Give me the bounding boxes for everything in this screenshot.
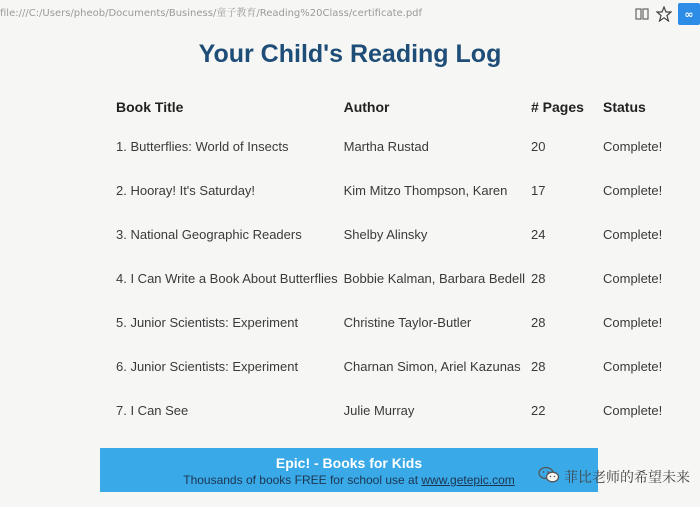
banner-subtitle [100,472,598,488]
book-title-cell: 1. Butterflies: World of Insects [116,138,289,154]
status-cell: Complete! [603,358,663,374]
banner-link[interactable]: www.getepic.com [421,473,515,487]
table-row [110,256,677,300]
author-cell: Charnan Simon, Ariel Kazunas [343,358,521,374]
epic-banner [100,448,598,492]
author-cell: Martha Rustad [343,138,429,154]
pages-cell: 28 [531,358,546,374]
author-cell: Bobbie Kalman, Barbara Bedell [343,270,525,286]
book-title-cell: 6. Junior Scientists: Experiment [116,358,299,374]
book-title-cell: 7. I Can See [116,402,189,418]
book-icon[interactable] [634,6,650,22]
status-cell: Complete! [603,182,663,198]
column-header-book-title: Book Title [116,99,184,115]
status-cell: Complete! [603,270,663,286]
book-title-cell: 3. National Geographic Readers [116,226,302,242]
page-title: Your Child's Reading Log [198,40,502,68]
watermark [538,466,690,488]
table-row [110,212,677,256]
extension-icon[interactable]: ∞ [678,3,700,25]
column-header-status: Status [603,99,646,115]
status-cell: Complete! [603,314,663,330]
author-cell: Christine Taylor-Butler [343,314,472,330]
book-title-cell: 4. I Can Write a Book About Butterflies [116,270,338,286]
pages-cell: 17 [531,182,546,198]
status-cell: Complete! [603,402,663,418]
pages-cell: 28 [531,314,546,330]
book-title-cell: 2. Hooray! It's Saturday! [116,182,256,198]
banner-subtitle-text: Thousands of books FREE for school use at [183,473,419,487]
column-header-pages: # Pages [531,99,584,115]
book-title-cell: 5. Junior Scientists: Experiment [116,314,299,330]
author-cell: Kim Mitzo Thompson, Karen [343,182,508,198]
pages-cell: 24 [531,226,546,242]
author-cell: Shelby Alinsky [343,226,428,242]
table-header [110,90,677,124]
table-row [110,344,677,388]
table-row [110,300,677,344]
star-icon[interactable] [656,6,672,22]
pages-cell: 22 [531,402,546,418]
table-row [110,124,677,168]
watermark-text: 菲比老师的希望未来 [564,470,690,486]
status-cell: Complete! [603,226,663,242]
column-header-author: Author [343,99,390,115]
reading-log-table [110,90,677,432]
table-row [110,168,677,212]
table-row [110,388,677,432]
address-bar[interactable]: file:///C:/Users/pheob/Documents/Business/童子教育/Reading%20Class/certificate.pdf [0,8,423,19]
author-cell: Julie Murray [343,402,415,418]
browser-toolbar [634,0,700,28]
wechat-icon [538,466,560,488]
banner-title: Epic! - Books for Kids [275,455,423,471]
pages-cell: 28 [531,270,546,286]
status-cell: Complete! [603,138,663,154]
pages-cell: 20 [531,138,546,154]
